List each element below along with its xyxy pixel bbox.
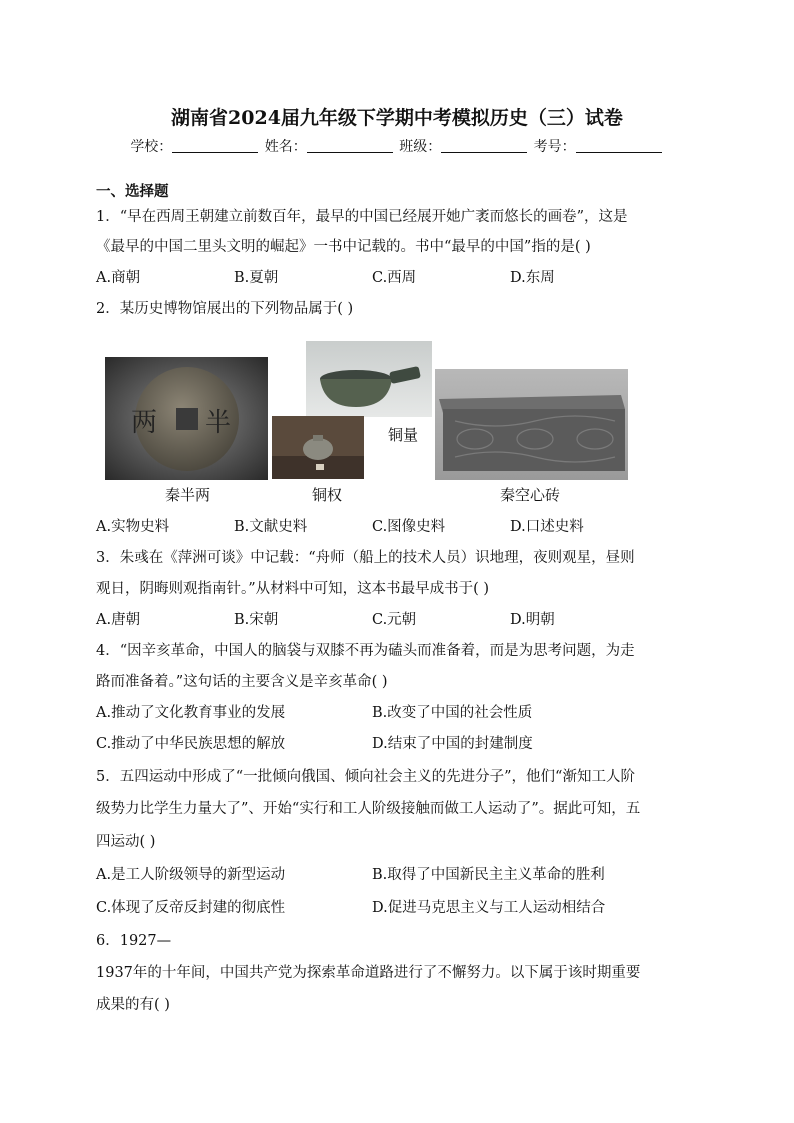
class-blank	[441, 140, 527, 153]
q5-stem-line1: 5．五四运动中形成了“一批倾向俄国、倾向社会主义的先进分子”，他们“渐知工人阶	[96, 769, 635, 785]
q1-option-a: A.商朝	[96, 270, 141, 286]
qin-banliang-coin-image	[105, 357, 268, 480]
q4-option-a: A.推动了文化教育事业的发展	[96, 705, 286, 721]
student-info-line	[0, 136, 794, 156]
q3-stem-line2: 观日，阴晦则观指南针。”从材料中可知，这本书最早成书于( )	[96, 581, 490, 597]
q3-option-c: C.元朝	[372, 612, 417, 628]
number-label: 考号：	[533, 139, 576, 155]
class-label: 班级：	[399, 139, 442, 155]
q4-option-c: C.推动了中华民族思想的解放	[96, 736, 286, 752]
q4-stem-line2: 路而准备着。”这句话的主要含义是辛亥革命( )	[96, 674, 388, 690]
school-label: 学校：	[130, 139, 173, 155]
coin-char-liang: 两	[131, 408, 158, 438]
q1-option-b: B.夏朝	[234, 270, 279, 286]
q3-option-d: D.明朝	[510, 612, 555, 628]
q2-option-d: D.口述史料	[510, 519, 584, 535]
q4-option-d: D.结束了中国的封建制度	[372, 736, 533, 752]
coin-char-ban: 半	[205, 408, 232, 438]
copper-measure-image	[306, 341, 432, 417]
q4-stem-line1: 4．“因辛亥革命，中国人的脑袋与双膝不再为磕头而准备着，而是为思考问题，为走	[96, 643, 635, 659]
q1-option-c: C.西周	[372, 270, 417, 286]
q2-option-c: C.图像史料	[372, 519, 446, 535]
q5-option-d: D.促进马克思主义与工人运动相结合	[372, 900, 606, 916]
q6-stem-line3: 成果的有( )	[96, 997, 170, 1013]
q1-stem-line2: 《最早的中国二里头文明的崛起》一书中记载的。书中“最早的中国”指的是( )	[96, 239, 591, 255]
q1-stem-line1: 1．“早在西周王朝建立前数百年，最早的中国已经展开她广袤而悠长的画卷”，这是	[96, 209, 628, 225]
q3-stem-line1: 3．朱彧在《萍洲可谈》中记载：“舟师（船上的技术人员）识地理，夜则观星，昼则	[96, 550, 635, 566]
caption-coin: 秦半两	[165, 486, 211, 504]
q4-option-b: B.改变了中国的社会性质	[372, 705, 533, 721]
q5-option-b: B.取得了中国新民主主义革命的胜利	[372, 867, 605, 883]
q5-stem-line3: 四运动( )	[96, 834, 156, 850]
q3-option-b: B.宋朝	[234, 612, 279, 628]
page-title: 湖南省2024届九年级下学期中考模拟历史（三）试卷	[171, 107, 623, 129]
caption-measure: 铜量	[388, 426, 419, 444]
section-heading: 一、选择题	[96, 183, 169, 200]
q6-stem-line2: 1937年的十年间，中国共产党为探索革命道路进行了不懈努力。以下属于该时期重要	[96, 965, 641, 981]
q5-stem-line2: 级势力比学生力量大了”、开始“实行和工人阶级接触而做工人运动了”。据此可知，五	[96, 801, 641, 817]
number-blank	[576, 140, 662, 153]
copper-weight-image	[272, 416, 364, 479]
caption-weight: 铜权	[312, 486, 343, 504]
q5-option-a: A.是工人阶级领导的新型运动	[96, 867, 286, 883]
school-blank	[172, 140, 258, 153]
q6-stem-line1: 6．1927—	[96, 933, 172, 949]
q5-option-c: C.体现了反帝反封建的彻底性	[96, 900, 286, 916]
qin-hollow-brick-image	[435, 369, 628, 480]
q3-option-a: A.唐朝	[96, 612, 141, 628]
name-blank	[307, 140, 393, 153]
name-label: 姓名：	[264, 139, 307, 155]
q2-option-b: B.文献史料	[234, 519, 308, 535]
q2-stem-line1: 2．某历史博物馆展出的下列物品属于( )	[96, 301, 354, 317]
q1-option-d: D.东周	[510, 270, 555, 286]
caption-brick: 秦空心砖	[500, 486, 561, 504]
q2-option-a: A.实物史料	[96, 519, 170, 535]
